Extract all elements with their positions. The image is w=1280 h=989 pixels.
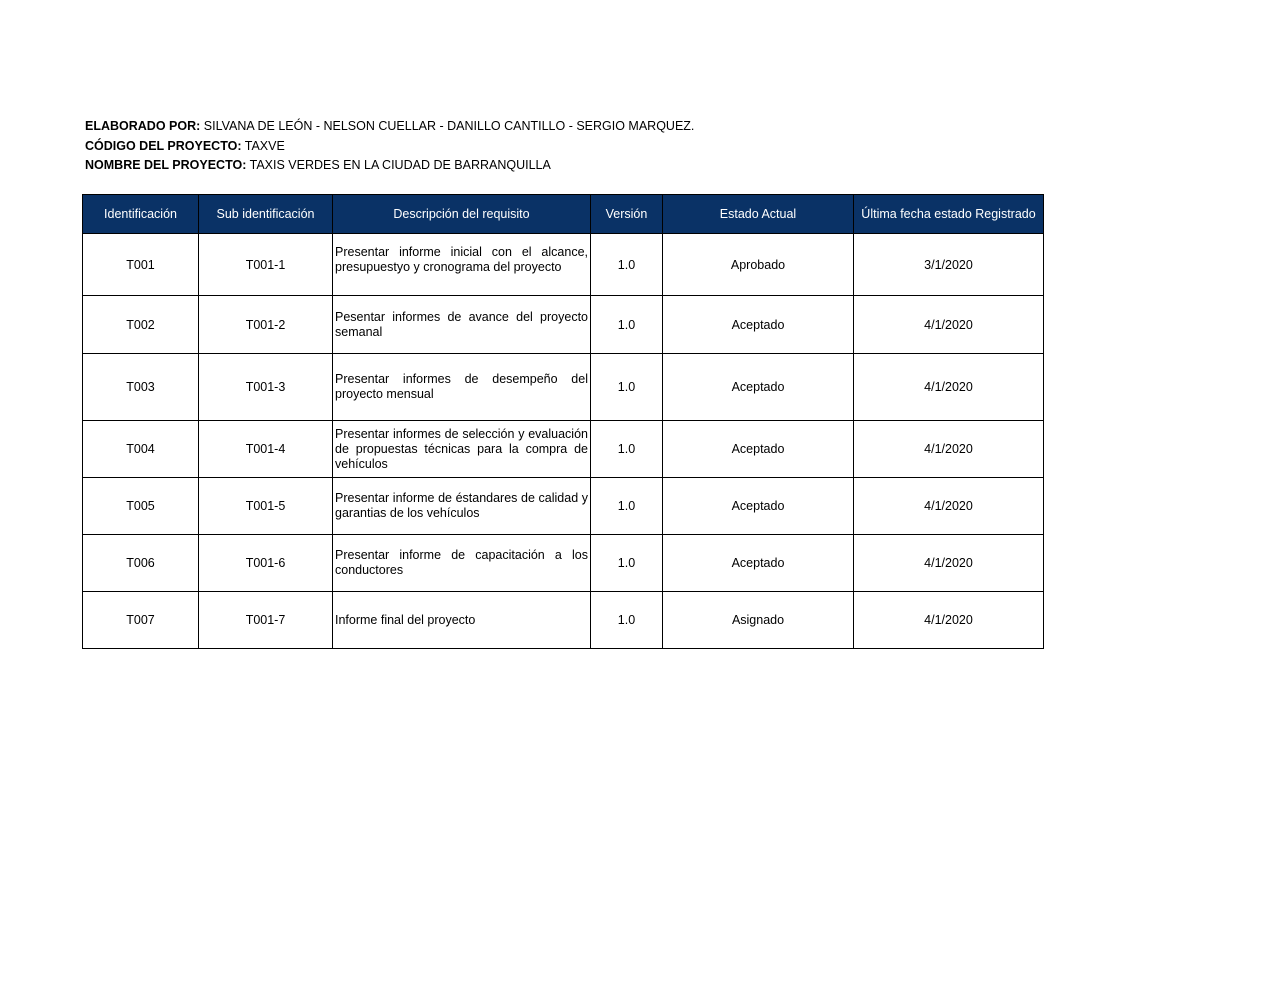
cell-version: 1.0 <box>591 296 663 354</box>
requirements-table <box>82 194 1044 649</box>
cell-version: 1.0 <box>591 354 663 421</box>
description-text: Presentar informe inicial con el alcance, presupuestyo y cronograma del proyecto <box>335 244 588 274</box>
table-row <box>83 535 1044 592</box>
table-row <box>83 354 1044 421</box>
cell-description <box>333 535 591 592</box>
col-header-version: Versión <box>591 195 663 234</box>
cell-description <box>333 234 591 296</box>
table-header-row <box>83 195 1044 234</box>
description-text: Presentar informes de desempeño del proyecto mensual <box>335 372 588 401</box>
cell-id: T006 <box>83 535 199 592</box>
elaborado-label: ELABORADO POR: <box>85 119 201 133</box>
cell-fecha: 4/1/2020 <box>854 421 1044 478</box>
codigo-line <box>85 137 694 157</box>
cell-id: T002 <box>83 296 199 354</box>
cell-id: T003 <box>83 354 199 421</box>
cell-fecha: 4/1/2020 <box>854 296 1044 354</box>
elaborado-line <box>85 117 694 137</box>
cell-version: 1.0 <box>591 421 663 478</box>
cell-fecha: 4/1/2020 <box>854 535 1044 592</box>
cell-id: T001 <box>83 234 199 296</box>
description-text: Presentar informe de éstandares de calidad y garantias de los vehículos <box>335 491 588 520</box>
cell-fecha: 4/1/2020 <box>854 354 1044 421</box>
cell-version: 1.0 <box>591 234 663 296</box>
cell-estado: Asignado <box>663 592 854 649</box>
description-text: Presentar informes de selección y evaluación de propuestas técnicas para la compra de vehículos <box>335 426 588 471</box>
description-text: Presentar informe de capacitación a los conductores <box>335 548 588 577</box>
cell-description <box>333 478 591 535</box>
table-row <box>83 296 1044 354</box>
codigo-label: CÓDIGO DEL PROYECTO: <box>85 138 242 153</box>
cell-description <box>333 421 591 478</box>
cell-description <box>333 354 591 421</box>
nombre-label: NOMBRE DEL PROYECTO: <box>85 158 247 172</box>
nombre-value: TAXIS VERDES EN LA CIUDAD DE BARRANQUILLA <box>249 158 551 172</box>
col-header-sub-identificacion: Sub identificación <box>199 195 333 234</box>
cell-estado: Aceptado <box>663 535 854 592</box>
description-text: Informe final del proyecto <box>335 612 476 627</box>
table-row <box>83 478 1044 535</box>
elaborado-value: SILVANA DE LEÓN - NELSON CUELLAR - DANILLO CANTILLO - SERGIO MARQUEZ. <box>203 119 695 133</box>
cell-fecha: 4/1/2020 <box>854 592 1044 649</box>
table-row <box>83 234 1044 296</box>
cell-id: T004 <box>83 421 199 478</box>
table-row <box>83 592 1044 649</box>
cell-sub-id: T001-5 <box>199 478 333 535</box>
cell-id: T007 <box>83 592 199 649</box>
cell-sub-id: T001-1 <box>199 234 333 296</box>
cell-sub-id: T001-4 <box>199 421 333 478</box>
cell-estado: Aprobado <box>663 234 854 296</box>
cell-description <box>333 592 591 649</box>
codigo-value: TAXVE <box>244 138 285 153</box>
col-header-descripcion: Descripción del requisito <box>333 195 591 234</box>
cell-fecha: 3/1/2020 <box>854 234 1044 296</box>
cell-description <box>333 296 591 354</box>
cell-sub-id: T001-2 <box>199 296 333 354</box>
col-header-estado: Estado Actual <box>663 195 854 234</box>
col-header-fecha: Última fecha estado Registrado <box>854 195 1044 234</box>
project-header <box>85 117 694 176</box>
description-text: Pesentar informes de avance del proyecto semanal <box>335 309 588 339</box>
cell-id: T005 <box>83 478 199 535</box>
table-row <box>83 421 1044 478</box>
cell-version: 1.0 <box>591 478 663 535</box>
cell-fecha: 4/1/2020 <box>854 478 1044 535</box>
cell-sub-id: T001-7 <box>199 592 333 649</box>
cell-estado: Aceptado <box>663 421 854 478</box>
cell-version: 1.0 <box>591 592 663 649</box>
cell-version: 1.0 <box>591 535 663 592</box>
nombre-line <box>85 156 694 176</box>
cell-estado: Aceptado <box>663 354 854 421</box>
cell-estado: Aceptado <box>663 296 854 354</box>
cell-sub-id: T001-3 <box>199 354 333 421</box>
cell-estado: Aceptado <box>663 478 854 535</box>
cell-sub-id: T001-6 <box>199 535 333 592</box>
col-header-identificacion: Identificación <box>83 195 199 234</box>
